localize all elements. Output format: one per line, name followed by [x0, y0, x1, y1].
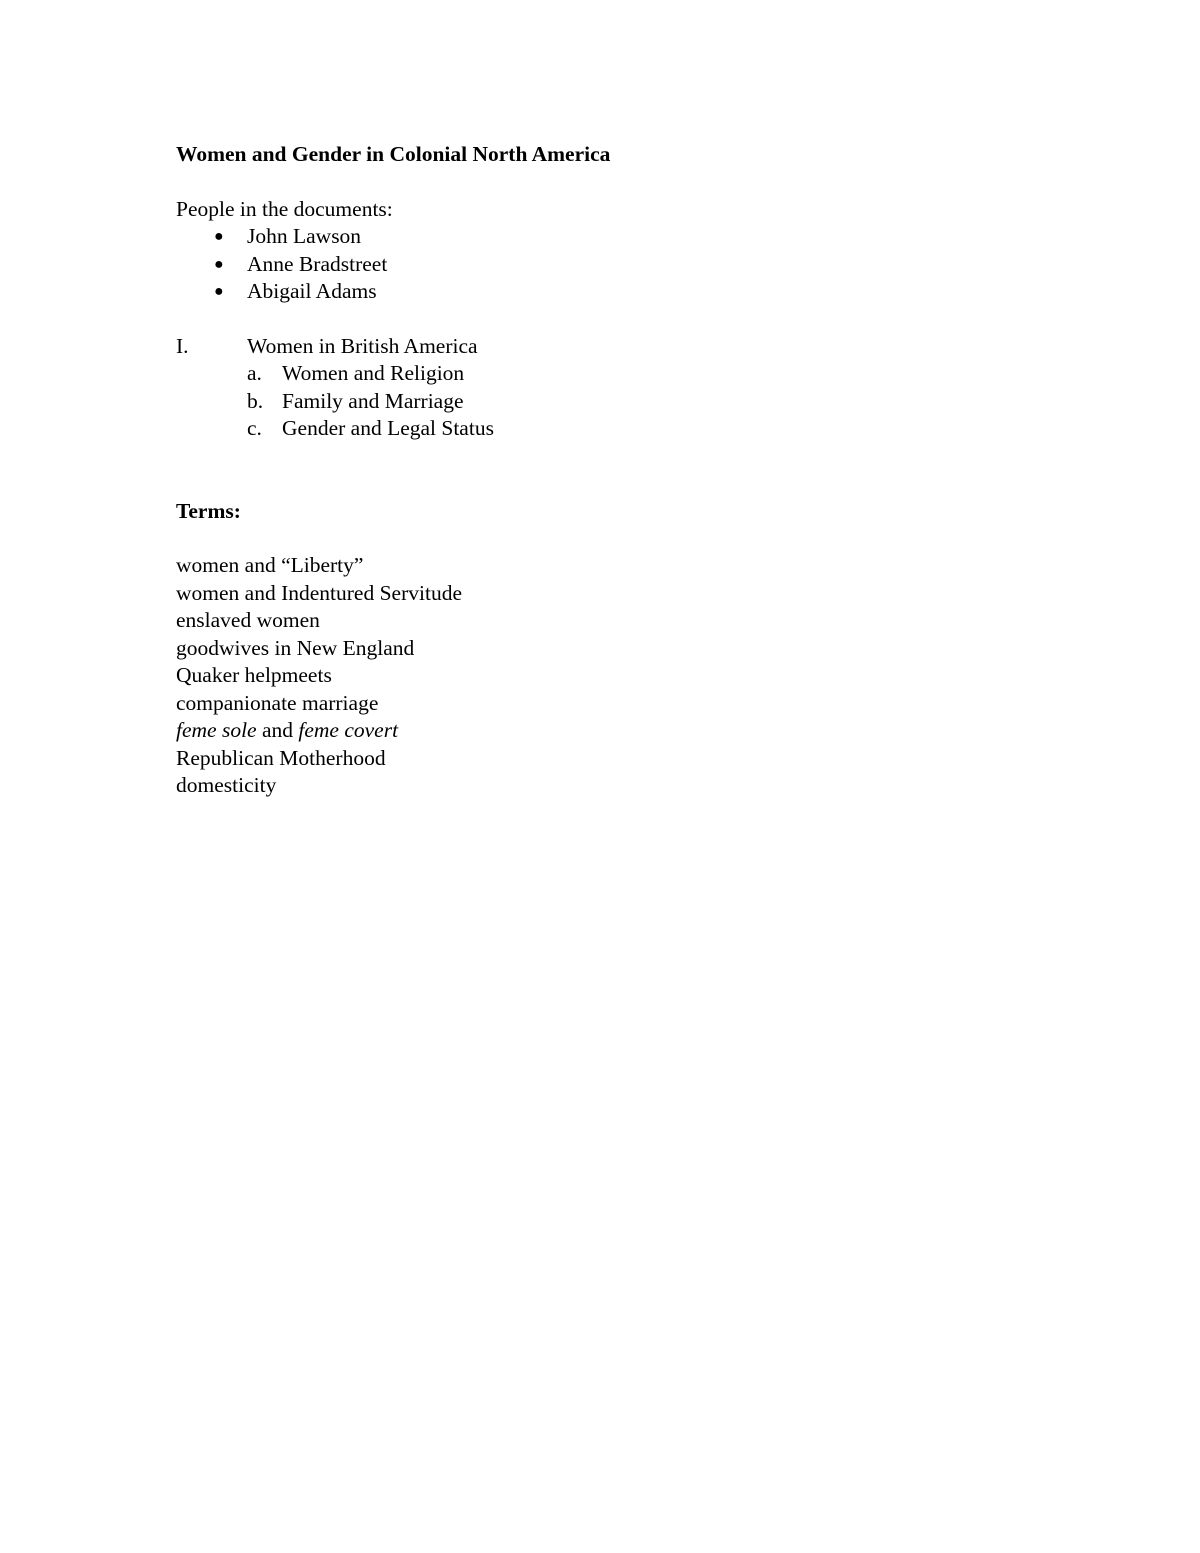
- list-item: [176, 278, 1076, 306]
- term-item: women and Indentured Servitude: [176, 580, 462, 605]
- outline-subitem: Family and Marriage: [282, 388, 464, 413]
- outline-heading: Women in British America: [247, 333, 478, 358]
- document-page: [176, 141, 1076, 800]
- list-item: [176, 251, 1076, 279]
- outline-heading-row: [176, 333, 1076, 361]
- outline-sublist: [176, 360, 1076, 443]
- list-item: [176, 360, 1076, 388]
- term-item: companionate marriage: [176, 690, 379, 715]
- term-joiner: and: [256, 718, 299, 742]
- list-item: [176, 388, 1076, 416]
- terms-list: [176, 552, 1076, 800]
- term-item: women and “Liberty”: [176, 553, 364, 577]
- person-name: Anne Bradstreet: [247, 251, 388, 276]
- outline-subitem: Gender and Legal Status: [282, 416, 494, 440]
- people-list: [176, 223, 1076, 306]
- bullet-icon: ●: [214, 255, 224, 273]
- term-item: Republican Motherhood: [176, 745, 386, 770]
- outline-letter: a.: [247, 361, 262, 385]
- term-item: Quaker helpmeets: [176, 663, 332, 687]
- list-item: [176, 415, 1076, 443]
- term-item: enslaved women: [176, 608, 320, 632]
- term-feme-sole: feme sole: [176, 718, 257, 742]
- term-item: goodwives in New England: [176, 635, 415, 660]
- bullet-icon: ●: [214, 283, 224, 300]
- outline-letter: c.: [247, 416, 262, 440]
- person-name: John Lawson: [247, 224, 362, 248]
- list-item: [176, 223, 1076, 251]
- people-label: People in the documents:: [176, 196, 393, 221]
- terms-heading: Terms:: [176, 498, 241, 523]
- term-feme-covert: feme covert: [298, 718, 399, 742]
- term-item: domesticity: [176, 773, 277, 797]
- outline-numeral: I.: [176, 333, 189, 358]
- bullet-icon: ●: [214, 228, 224, 245]
- outline-subitem: Women and Religion: [282, 361, 465, 385]
- outline-letter: b.: [247, 388, 264, 413]
- document-title: Women and Gender in Colonial North America: [176, 142, 611, 166]
- person-name: Abigail Adams: [247, 279, 377, 303]
- term-item-feme: [176, 717, 1076, 745]
